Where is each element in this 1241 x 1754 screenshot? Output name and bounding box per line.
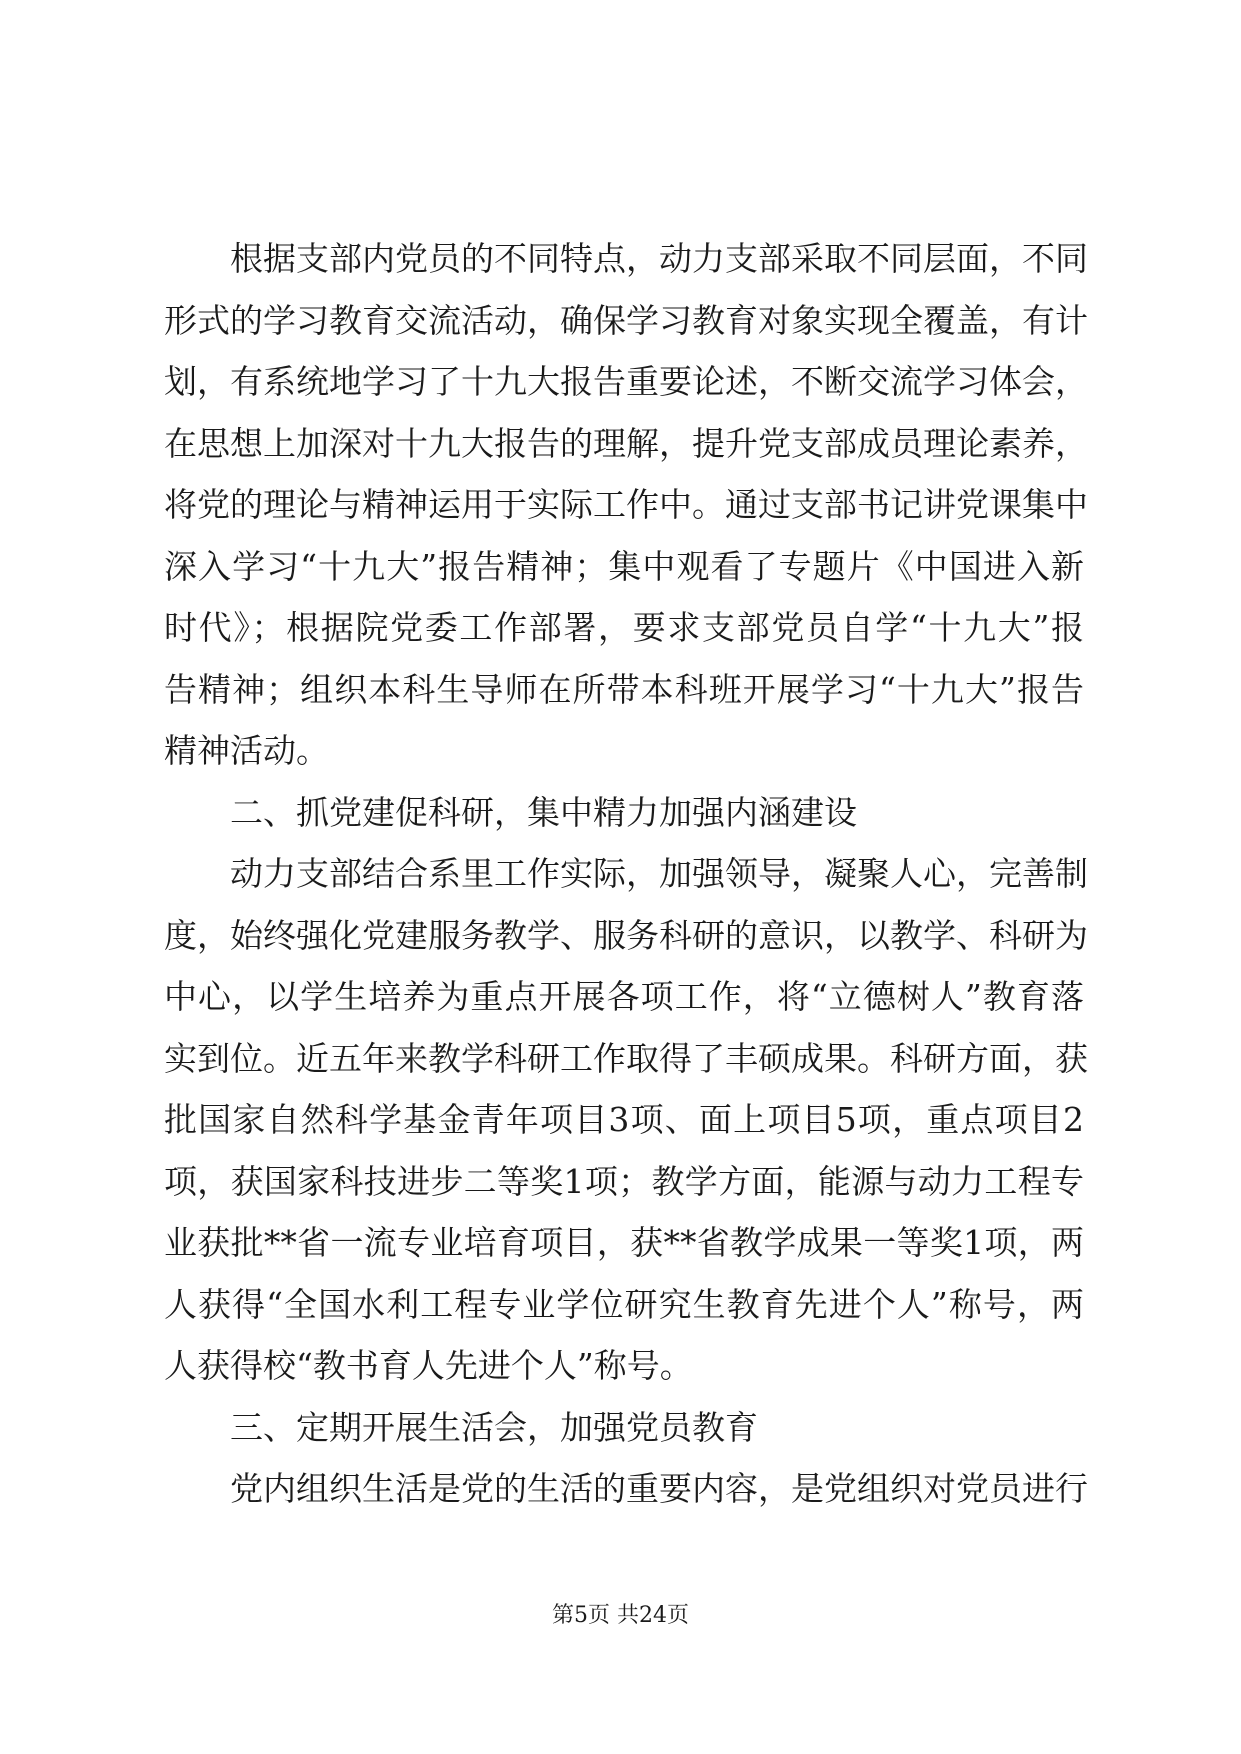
paragraph-line: 党内组织生活是党的生活的重要内容，是党组织对党员进行	[230, 1469, 1088, 1508]
paragraph-line: 人获得“全国水利工程专业学位研究生教育先进个人”称号，两	[164, 1284, 1084, 1324]
paragraph-line: 告精神；组织本科生导师在所带本科班开展学习“十九大”报告	[164, 669, 1084, 709]
paragraph-line: 中心，以学生培养为重点开展各项工作，将“立德树人”教育落	[164, 977, 1084, 1016]
paragraph-line: 项，获国家科技进步二等奖1项；教学方面，能源与动力工程专	[164, 1161, 1084, 1201]
paragraph-line: 深入学习“十九大”报告精神；集中观看了专题片《中国进入新	[164, 546, 1084, 586]
page-number-footer: 第5页 共24页	[552, 1603, 689, 1628]
paragraph-line: 人获得校“教书育人先进个人”称号。	[164, 1346, 693, 1385]
paragraph-line: 业获批**省一流专业培育项目，获**省教学成果一等奖1项，两	[164, 1223, 1084, 1262]
paragraph-line: 精神活动。	[164, 731, 329, 770]
paragraph-line: 实到位。近五年来教学科研工作取得了丰硕成果。科研方面，获	[164, 1038, 1088, 1078]
section-heading: 三、定期开展生活会，加强党员教育	[230, 1407, 758, 1447]
paragraph-line: 批国家自然科学基金青年项目3项、面上项目5项，重点项目2	[164, 1100, 1084, 1139]
document-body	[164, 228, 1088, 1520]
paragraph-line: 动力支部结合系里工作实际，加强领导，凝聚人心，完善制	[230, 854, 1088, 893]
section-heading: 二、抓党建促科研，集中精力加强内涵建设	[230, 792, 857, 832]
paragraph-line: 形式的学习教育交流活动，确保学习教育对象实现全覆盖，有计	[164, 300, 1088, 340]
paragraph-line: 根据支部内党员的不同特点，动力支部采取不同层面，不同	[230, 239, 1088, 278]
paragraph-line: 在思想上加深对十九大报告的理解，提升党支部成员理论素养，	[164, 423, 1088, 463]
paragraph-line: 度，始终强化党建服务教学、服务科研的意识，以教学、科研为	[164, 915, 1088, 955]
paragraph-line: 划，有系统地学习了十九大报告重要论述，不断交流学习体会，	[164, 362, 1088, 401]
paragraph-line: 时代》；根据院党委工作部署，要求支部党员自学“十九大”报	[164, 608, 1084, 647]
paragraph-line: 将党的理论与精神运用于实际工作中。通过支部书记讲党课集中	[164, 485, 1088, 524]
